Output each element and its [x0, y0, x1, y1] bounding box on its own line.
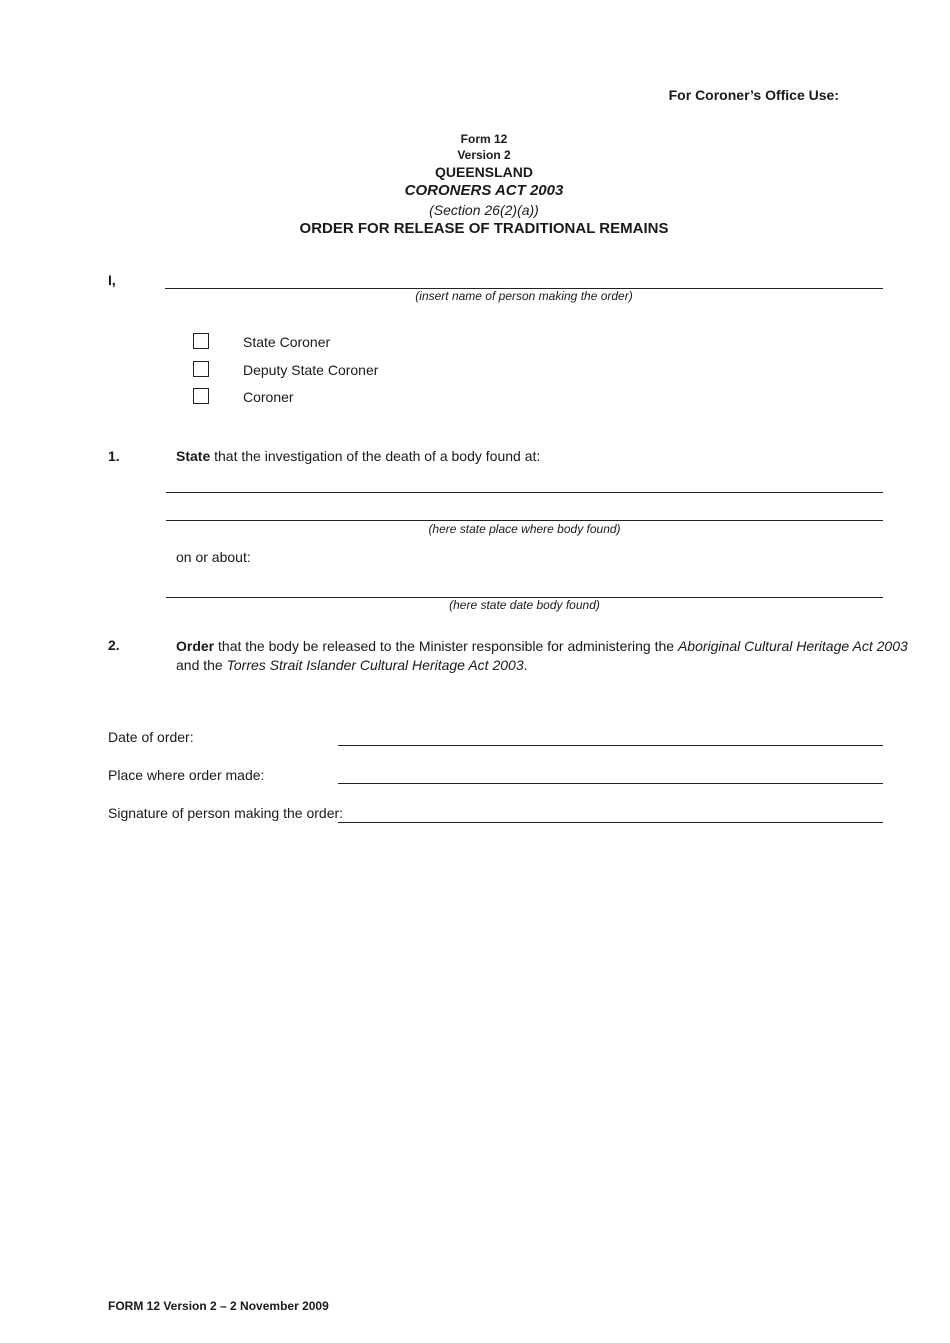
place-hint: (here state place where body found)	[428, 522, 621, 536]
item-2-act-1: Aboriginal Cultural Heritage Act 2003	[677, 638, 908, 654]
act-title: CORONERS ACT 2003	[404, 182, 564, 199]
form-version: Version 2	[457, 148, 511, 162]
item-2-number: 2.	[108, 637, 120, 653]
item-2-body-2: and the	[176, 657, 227, 673]
item-2-bold: Order	[176, 638, 215, 654]
item-2-act-2: Torres Strait Islander Cultural Heritage Act 2003	[226, 657, 524, 673]
section-reference: (Section 26(2)(a))	[429, 202, 539, 218]
item-2-body-3: .	[523, 657, 528, 673]
on-or-about-label: on or about:	[176, 549, 251, 565]
place-of-order-label: Place where order made:	[108, 767, 265, 783]
place-input-line-2[interactable]	[166, 520, 883, 521]
item-1-number: 1.	[108, 448, 120, 464]
state-name: QUEENSLAND	[434, 164, 533, 180]
state-coroner-checkbox[interactable]	[193, 333, 209, 349]
item-1-text	[176, 448, 540, 464]
place-input-line-1[interactable]	[166, 492, 883, 493]
page-title: ORDER FOR RELEASE OF TRADITIONAL REMAINS	[299, 220, 669, 237]
signature-label: Signature of person making the order:	[108, 805, 344, 821]
coroner-checkbox[interactable]	[193, 388, 209, 404]
state-coroner-label: State Coroner	[243, 334, 331, 350]
item-1-bold: State	[176, 448, 211, 464]
date-hint: (here state date body found)	[449, 598, 600, 612]
place-of-order-line[interactable]	[338, 783, 883, 784]
item-2-body-1: that the body be released to the Minister responsible for administering the	[214, 638, 678, 654]
date-of-order-line[interactable]	[338, 745, 883, 746]
form-footer: FORM 12 Version 2 – 2 November 2009	[108, 1299, 329, 1313]
date-of-order-label: Date of order:	[108, 729, 194, 745]
office-use-label: For Coroner’s Office Use:	[668, 87, 839, 103]
i-label: I,	[108, 272, 116, 288]
coroner-label: Coroner	[243, 389, 294, 405]
item-1-body: that the investigation of the death of a body found at:	[210, 448, 541, 464]
form-number: Form 12	[460, 132, 508, 146]
deputy-state-coroner-checkbox[interactable]	[193, 361, 209, 377]
item-2-text	[176, 637, 908, 675]
signature-line[interactable]	[338, 822, 883, 823]
form-header	[0, 131, 950, 239]
deputy-state-coroner-label: Deputy State Coroner	[243, 362, 379, 378]
name-hint: (insert name of person making the order)	[415, 289, 633, 303]
